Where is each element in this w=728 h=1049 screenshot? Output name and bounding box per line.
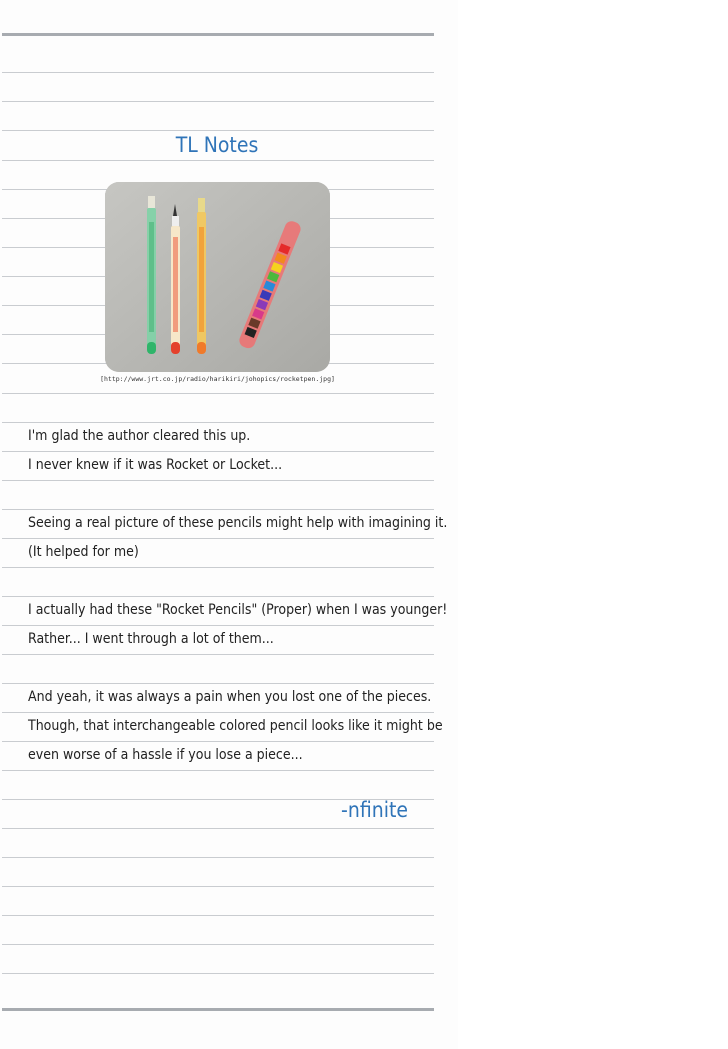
rule-line — [2, 857, 434, 858]
rule-line — [2, 538, 434, 539]
note-line: Rather... I went through a lot of them... — [28, 631, 274, 647]
rule-line — [2, 130, 434, 131]
rule-line — [2, 596, 434, 597]
note-line: I'm glad the author cleared this up. — [28, 428, 251, 444]
rule-line — [2, 393, 434, 394]
rule-line — [2, 509, 434, 510]
note-line: I never knew if it was Rocket or Locket... — [28, 457, 283, 473]
rule-line — [2, 451, 434, 452]
page-margin — [458, 0, 728, 1049]
note-line: (It helped for me) — [28, 544, 139, 560]
rule-line — [2, 944, 434, 945]
rule-line — [2, 770, 434, 771]
translator-signature: -nfinite — [341, 798, 408, 822]
rule-line — [2, 72, 434, 73]
rule-line — [2, 828, 434, 829]
rule-line — [2, 915, 434, 916]
rule-line — [2, 567, 434, 568]
rule-line — [2, 480, 434, 481]
note-line: even worse of a hassle if you lose a piece... — [28, 747, 303, 763]
rule-line — [2, 625, 434, 626]
rule-line — [2, 683, 434, 684]
photo-caption: [http://www.jrt.co.jp/radio/harikiri/johopics/rocketpen.jpg] — [100, 375, 335, 383]
note-line: And yeah, it was always a pain when you lost one of the pieces. — [28, 689, 432, 705]
page-title: TL Notes — [175, 133, 259, 157]
rule-line — [2, 654, 434, 655]
bottom-rule — [2, 1008, 434, 1011]
top-rule — [2, 33, 434, 36]
note-line: Seeing a real picture of these pencils might help with imagining it. — [28, 515, 448, 531]
rule-line — [2, 422, 434, 423]
note-line: I actually had these "Rocket Pencils" (Proper) when I was younger! — [28, 602, 448, 618]
rule-line — [2, 101, 434, 102]
rule-line — [2, 160, 434, 161]
rule-line — [2, 886, 434, 887]
rocket-pencils-photo — [105, 182, 330, 372]
rule-line — [2, 712, 434, 713]
rule-line — [2, 973, 434, 974]
rule-line — [2, 741, 434, 742]
note-line: Though, that interchangeable colored pencil looks like it might be — [28, 718, 443, 734]
